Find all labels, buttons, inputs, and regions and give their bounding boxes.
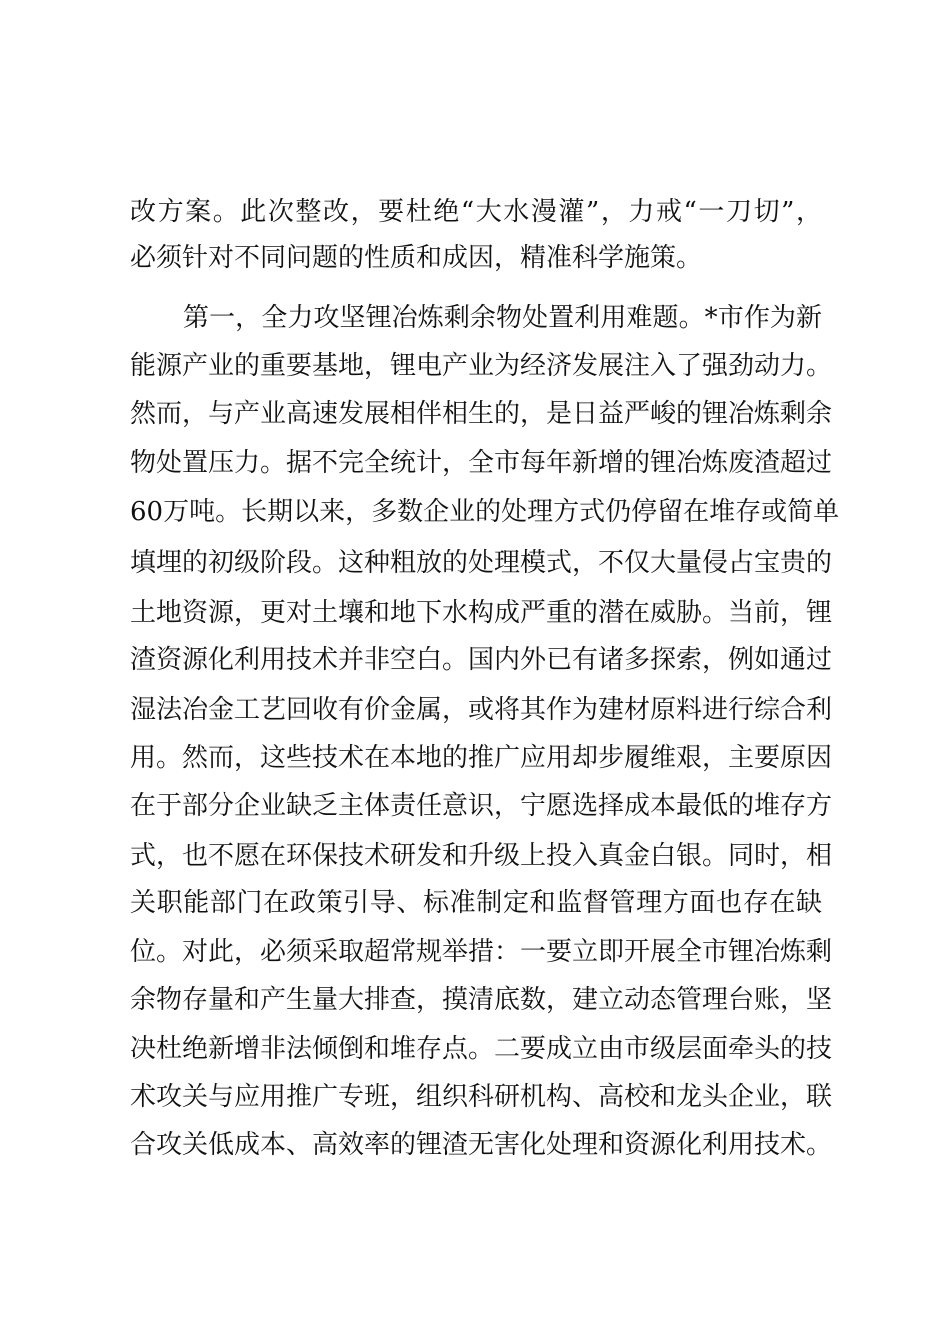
text-line: 关职能部门在政策引导、标准制定和监督管理方面也存在缺 <box>130 888 822 918</box>
text-line: 物处置压力。据不完全统计，全市每年新增的锂冶炼废渣超过 <box>130 448 833 478</box>
text-line: 然而，与产业高速发展相伴相生的，是日益严峻的锂冶炼剩余 <box>130 399 833 429</box>
text-line: 改方案。此次整改，要杜绝“大水漫灌”，力戒“一刀切”， <box>130 197 822 227</box>
text-line: 土地资源，更对土壤和地下水构成严重的潜在威胁。当前，锂 <box>130 598 833 628</box>
text-line: 用。然而，这些技术在本地的推广应用却步履维艰，主要原因 <box>130 743 833 773</box>
text-line: 第一，全力攻坚锂冶炼剩余物处置利用难题。*市作为新 <box>183 303 822 333</box>
text-line: 湿法冶金工艺回收有价金属，或将其作为建材原料进行综合利 <box>130 695 833 725</box>
text-line: 术攻关与应用推广专班，组织科研机构、高校和龙头企业，联 <box>130 1082 833 1112</box>
text-line: 位。对此，必须采取超常规举措：一要立即开展全市锂冶炼剩 <box>130 937 833 967</box>
text-line: 60万吨。长期以来，多数企业的处理方式仍停留在堆存或简单 <box>130 497 840 527</box>
text-line: 余物存量和产生量大排查，摸清底数，建立动态管理台账，坚 <box>130 985 833 1015</box>
text-line: 填埋的初级阶段。这种粗放的处理模式，不仅大量侵占宝贵的 <box>130 548 833 578</box>
text-line: 式，也不愿在环保技术研发和升级上投入真金白银。同时，相 <box>130 841 833 871</box>
text-line: 决杜绝新增非法倾倒和堆存点。二要成立由市级层面牵头的技 <box>130 1034 833 1064</box>
text-line: 渣资源化利用技术并非空白。国内外已有诸多探索，例如通过 <box>130 645 833 675</box>
text-line: 合攻关低成本、高效率的锂渣无害化处理和资源化利用技术。 <box>130 1130 833 1160</box>
text-line: 能源产业的重要基地，锂电产业为经济发展注入了强劲动力。 <box>130 351 833 381</box>
text-line: 必须针对不同问题的性质和成因，精准科学施策。 <box>130 243 703 273</box>
text-line: 在于部分企业缺乏主体责任意识，宁愿选择成本最低的堆存方 <box>130 791 833 821</box>
